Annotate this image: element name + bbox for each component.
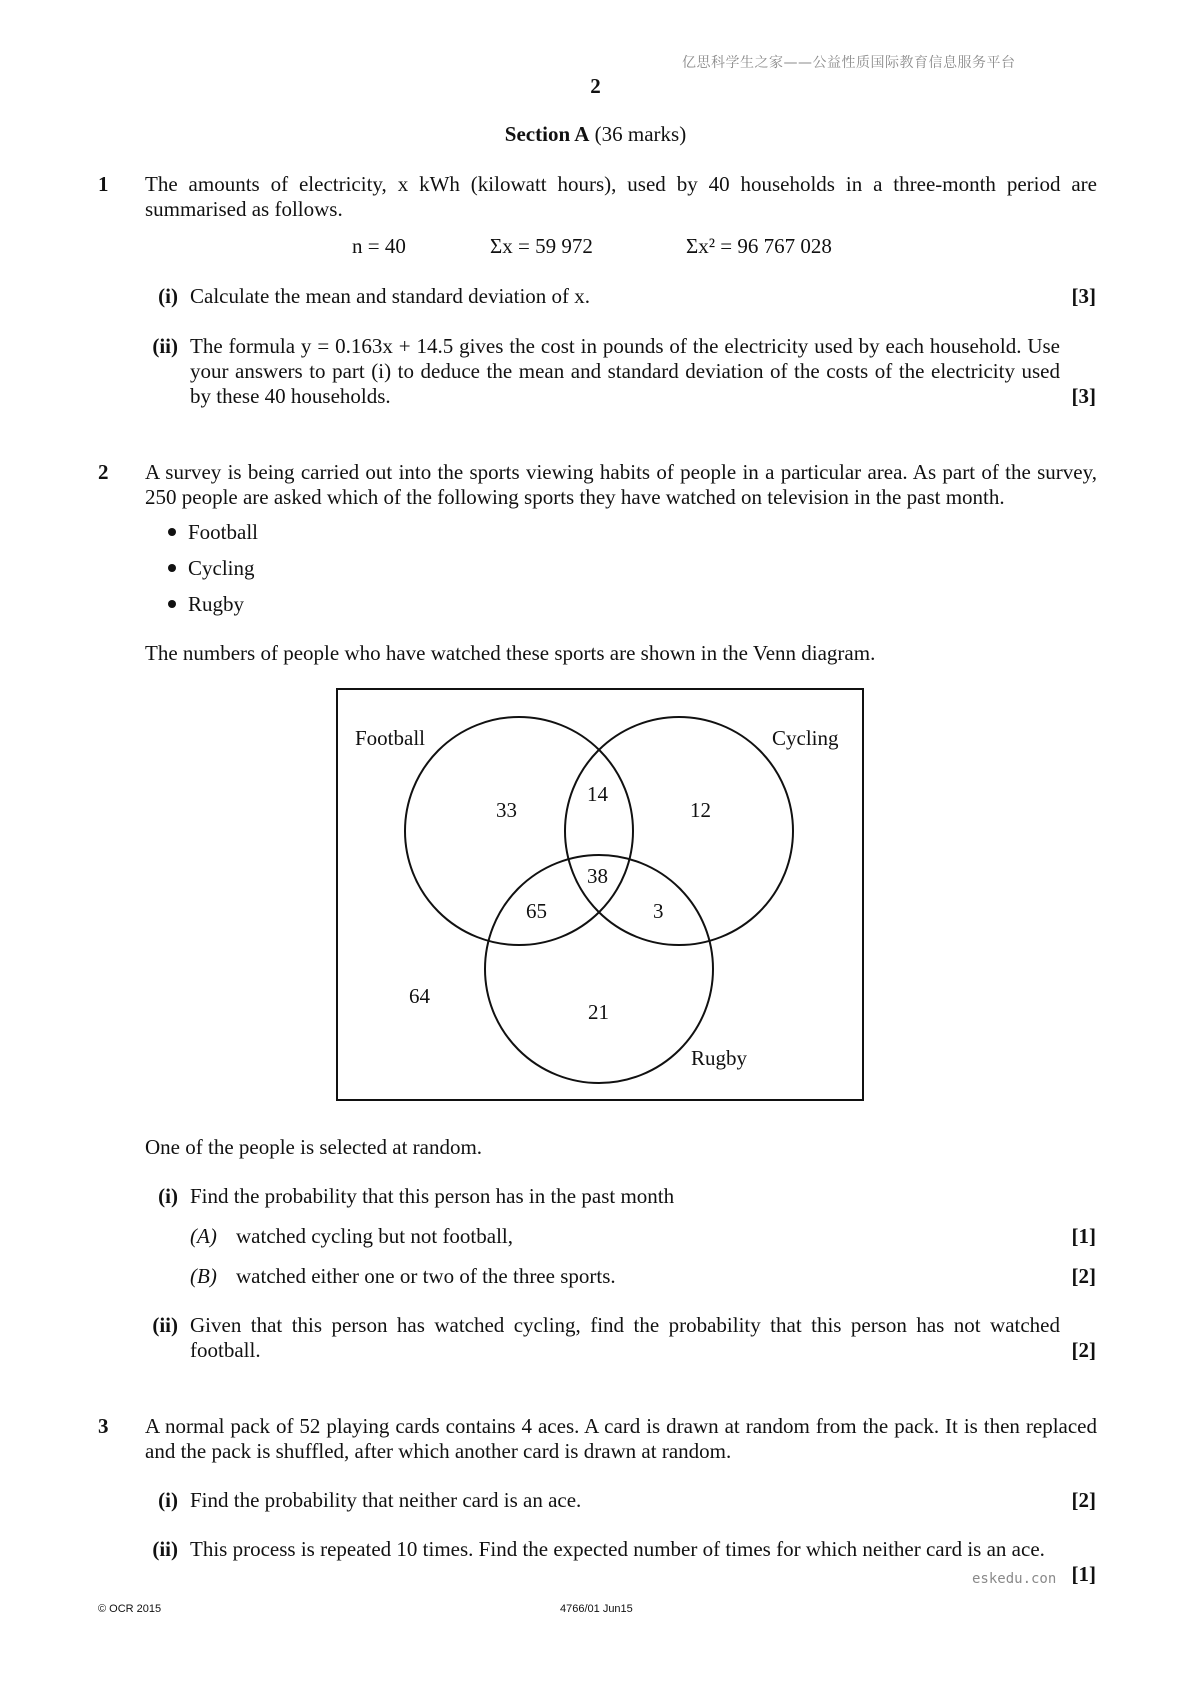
bullet-item: Cycling (168, 556, 255, 581)
page-number: 2 (590, 74, 601, 98)
watermark-header: 亿思科学生之家——公益性质国际教育信息服务平台 (682, 55, 1016, 71)
q1-part-ii-mark: [3] (1071, 384, 1096, 408)
venn-value-all-three: 38 (587, 864, 608, 888)
stat-n: n = 40 (352, 234, 406, 258)
q3-part-ii-label: (ii) (152, 1537, 178, 1561)
venn-value-cycling-only: 12 (690, 798, 711, 822)
venn-value-none: 64 (409, 984, 430, 1008)
venn-intro: The numbers of people who have watched these sports are shown in the Venn diagram. (145, 641, 876, 665)
bullet-item: Rugby (168, 592, 244, 617)
q1-part-ii-text: The formula y = 0.163x + 14.5 gives the cost in pounds of the electricity used by each household. Use your answers to part (i) to deduce the mean and standard deviation of the costs of the electricity used by these 40 households. (190, 334, 1060, 408)
q1-part-i-text: Calculate the mean and standard deviation of x. (190, 284, 591, 308)
question-1-number: 1 (98, 172, 109, 196)
venn-label-cycling: Cycling (772, 726, 839, 750)
q1-part-ii-label: (ii) (152, 334, 178, 358)
q3-part-i-mark: [2] (1071, 1488, 1096, 1512)
stat-sum-x-squared: Σx² = 96 767 028 (686, 234, 832, 258)
venn-label-football: Football (355, 726, 426, 750)
question-2-stem: A survey is being carried out into the sports viewing habits of people in a particular area. As part of the survey, 250 people are asked which of the following sports they have watched on television in the past month. (145, 460, 1097, 509)
q2-subpart-b-label: (B) (190, 1264, 217, 1288)
q2-part-ii-mark: [2] (1071, 1338, 1096, 1362)
copyright: © OCR 2015 (98, 1603, 162, 1615)
bullet-icon (168, 564, 176, 572)
question-3-number: 3 (98, 1414, 109, 1438)
q3-part-i-text: Find the probability that neither card is an ace. (190, 1488, 582, 1512)
question-3-stem: A normal pack of 52 playing cards contains 4 aces. A card is drawn at random from the pack. It is then replaced and the pack is shuffled, after which another card is drawn at random. (145, 1414, 1097, 1463)
q3-part-ii-mark: [1] (1071, 1562, 1096, 1586)
venn-value-football-rugby: 65 (526, 899, 547, 923)
q2-subpart-a-mark: [1] (1071, 1224, 1096, 1248)
q3-part-i-label: (i) (158, 1488, 178, 1512)
venn-diagram (336, 688, 866, 1102)
bullet-icon (168, 600, 176, 608)
q2-part-ii-text: Given that this person has watched cycling, find the probability that this person has not watched football. (190, 1313, 1060, 1362)
selected-at-random: One of the people is selected at random. (145, 1135, 483, 1159)
venn-value-football-only: 33 (496, 798, 517, 822)
q2-subpart-a-label: (A) (190, 1224, 217, 1248)
q2-part-i-text: Find the probability that this person has in the past month (190, 1184, 675, 1208)
watermark-footer: eskedu.con (972, 1571, 1057, 1587)
q2-part-ii-label: (ii) (152, 1313, 178, 1337)
q2-subpart-b-mark: [2] (1071, 1264, 1096, 1288)
venn-value-rugby-only: 21 (588, 1000, 609, 1024)
q1-part-i-mark: [3] (1071, 284, 1096, 308)
stat-sum-x: Σx = 59 972 (490, 234, 593, 258)
q2-subpart-b-text: watched either one or two of the three sports. (236, 1264, 616, 1288)
paper-code: 4766/01 Jun15 (560, 1603, 633, 1615)
q2-part-i-label: (i) (158, 1184, 178, 1208)
venn-label-rugby: Rugby (691, 1046, 748, 1070)
venn-circle-rugby (485, 855, 713, 1083)
q2-subpart-a-text: watched cycling but not football, (236, 1224, 514, 1248)
question-2-number: 2 (98, 460, 109, 484)
venn-value-cycling-rugby: 3 (653, 899, 664, 923)
venn-value-football-cycling: 14 (587, 782, 608, 806)
q3-part-ii-text: This process is repeated 10 times. Find the expected number of times for which neither card is an ace. (190, 1537, 1045, 1561)
bullet-item: Football (168, 520, 258, 545)
section-title: Section A (36 marks) (504, 122, 687, 146)
q1-part-i-label: (i) (158, 284, 178, 308)
bullet-icon (168, 528, 176, 536)
question-1-stem: The amounts of electricity, x kWh (kilowatt hours), used by 40 households in a three-month period are summarised as follows. (145, 172, 1097, 221)
